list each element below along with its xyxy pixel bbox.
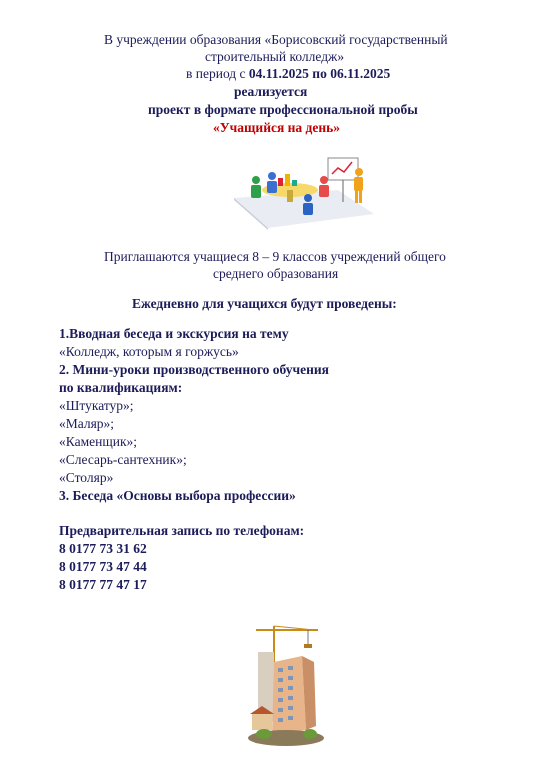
realizuetsya-text: реализуется	[234, 84, 308, 99]
qualification-item: «Слесарь-сантехник»;	[59, 452, 187, 467]
building-crane-illustration-icon	[244, 618, 328, 748]
item2-title-text: 2. Мини-уроки производственного обучения	[59, 362, 329, 377]
program-item-1-topic: «Колледж, которым я горжусь»	[59, 344, 239, 359]
phone-1: 8 0177 73 31 62	[59, 541, 147, 556]
project-name-text: «Учащийся на день»	[213, 120, 341, 135]
contacts-heading-text: Предварительная запись по телефонам:	[59, 523, 305, 538]
meeting-illustration-icon	[228, 150, 376, 230]
phone-number	[59, 576, 147, 593]
phone-2: 8 0177 73 47 44	[59, 559, 147, 574]
program-item-2-sub	[59, 379, 182, 396]
qualification-item: «Штукатур»;	[59, 398, 134, 413]
header-line-2: строительный колледж»	[205, 49, 345, 64]
header-period	[186, 65, 390, 82]
header-line-4	[234, 83, 307, 100]
project-name	[213, 119, 340, 136]
phone-number	[59, 558, 147, 575]
qualification-item: «Маляр»;	[59, 416, 115, 431]
program-item-3	[59, 487, 296, 504]
item1-title-text: 1.Вводная беседа и экскурсия на тему	[59, 326, 289, 341]
daily-heading	[132, 295, 397, 312]
item2-sub-text: по квалификациям:	[59, 380, 183, 395]
contacts-heading	[59, 522, 304, 539]
period-prefix: в период с	[186, 66, 246, 81]
qualification-item: «Каменщик»;	[59, 434, 138, 449]
project-format-text: проект в формате профессиональной пробы	[148, 102, 418, 117]
period-dates: 04.11.2025 по 06.11.2025	[248, 66, 391, 81]
daily-heading-text: Ежедневно для учащихся будут проведены:	[132, 296, 397, 311]
phone-3: 8 0177 77 47 17	[59, 577, 147, 592]
qualification-item: «Столяр»	[59, 470, 114, 485]
header-line-5	[148, 101, 418, 118]
invite-line-2: среднего образования	[213, 266, 339, 281]
program-item-2-title	[59, 361, 329, 378]
header-line-1: В учреждении образования «Борисовский государственный	[104, 32, 448, 47]
invite-line-1: Приглашаются учащиеся 8 – 9 классов учреждений общего	[104, 249, 446, 264]
phone-number	[59, 540, 147, 557]
program-item-1-title	[59, 325, 289, 342]
item3-text: 3. Беседа «Основы выбора профессии»	[59, 488, 296, 503]
